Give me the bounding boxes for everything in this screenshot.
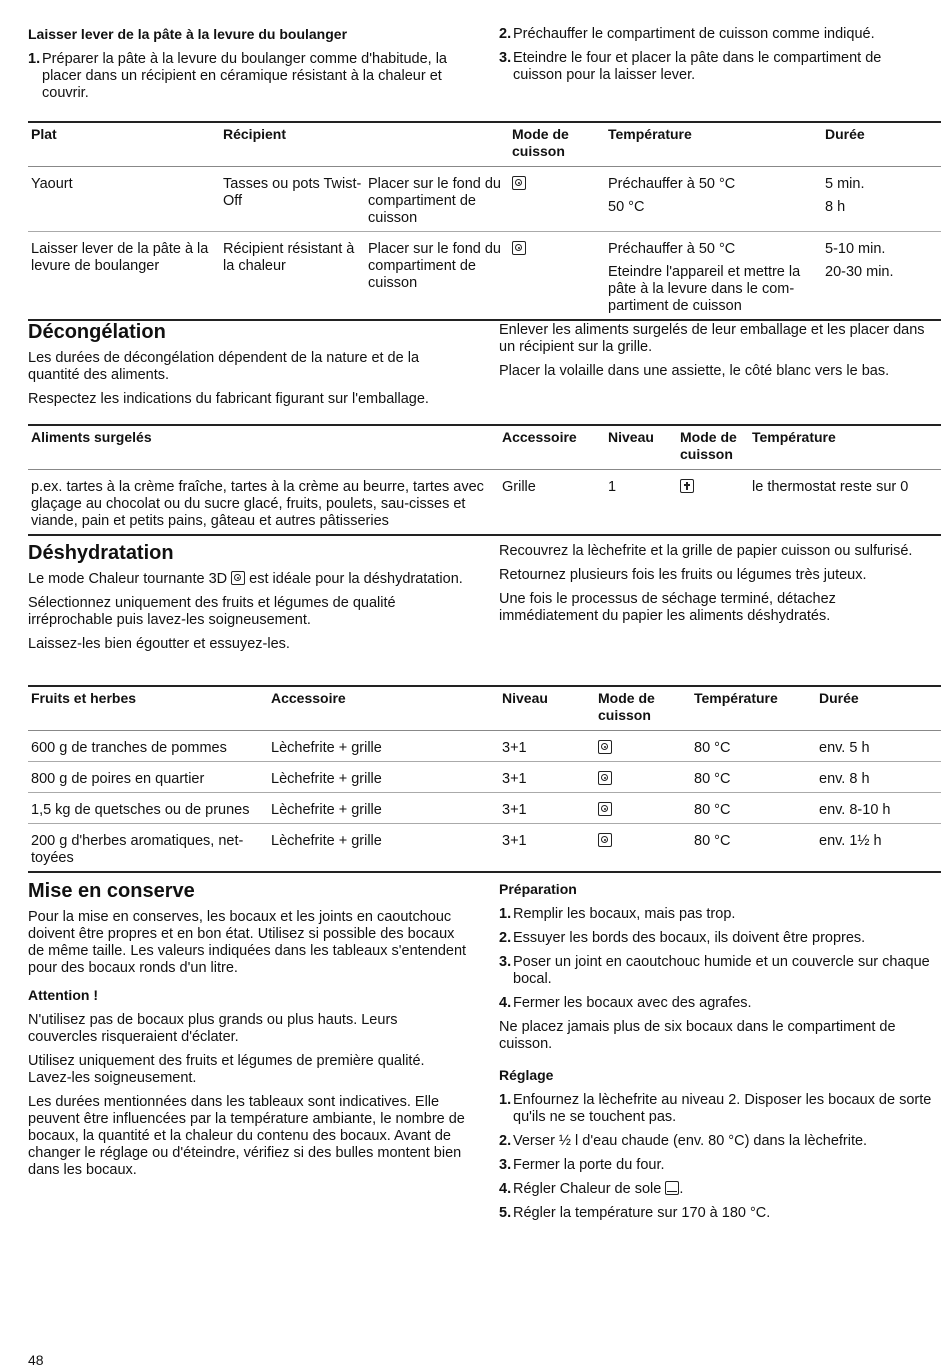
col-header: Niveau xyxy=(499,686,595,731)
col-header: Fruits et herbes xyxy=(28,686,268,731)
intro-right xyxy=(499,26,934,91)
col-header: Durée xyxy=(822,122,941,167)
table-row xyxy=(28,762,941,793)
step: 1. Remplir les bocaux, mais pas trop. xyxy=(499,906,736,922)
hot-air-3d-icon xyxy=(231,571,245,585)
step: 1. Enfournez la lèchefrite au niveau 2. Disposer les bocaux de sorte qu'ils ne se touchent pas. xyxy=(499,1092,932,1125)
cell: 80 °C xyxy=(691,793,816,824)
table-row xyxy=(28,470,941,536)
cell: 600 g de tranches de pommes xyxy=(28,731,268,762)
cell xyxy=(677,470,749,536)
reglage-heading: Réglage xyxy=(499,1067,554,1083)
paragraph: Les durées de décongélation dépendent de la nature et de la quantité des aliments. xyxy=(28,350,420,383)
paragraph: Recouvrez la lèchefrite et la grille de papier cuisson ou sulfurisé. xyxy=(499,543,913,559)
hot-air-3d-icon xyxy=(512,176,526,190)
step: 4. Fermer les bocaux avec des agrafes. xyxy=(499,995,752,1011)
cell: Lèchefrite + grille xyxy=(268,762,499,793)
col-header: Température xyxy=(691,686,816,731)
cell: Tasses ou pots Twist-Off xyxy=(220,167,365,232)
cell: env. 8 h xyxy=(816,762,941,793)
cell: 5-10 min. 20-30 min. xyxy=(822,232,941,321)
col-header: Température xyxy=(749,425,941,470)
preparation-heading: Préparation xyxy=(499,881,577,897)
table-row xyxy=(28,824,941,873)
col-header: Plat xyxy=(28,122,220,167)
table-row xyxy=(28,167,941,232)
step: 3. Eteindre le four et placer la pâte dans le compartiment de cuisson pour la laisser lever. xyxy=(499,50,882,83)
intro-heading: Laisser lever de la pâte à la levure du boulanger xyxy=(28,26,348,42)
hot-air-3d-icon xyxy=(598,802,612,816)
cell xyxy=(595,793,691,824)
cell: Placer sur le fond du compartiment de cuisson xyxy=(365,232,509,321)
paragraph: Retournez plusieurs fois les fruits ou légumes très juteux. xyxy=(499,567,867,583)
cell xyxy=(509,167,605,232)
paragraph: Une fois le processus de séchage terminé, détachez immédiatement du papier les aliments déshydratés. xyxy=(499,591,836,624)
paragraph: Pour la mise en conserves, les bocaux et les joints en caoutchouc doivent être propres et en bon état. Utilisez si possible des bocaux de même taille. Les valeurs indiquées dans les tableaux s'entendent pour des bocaux ronds d'un litre. xyxy=(28,909,467,976)
paragraph: Placer la volaille dans une assiette, le côté blanc vers le bas. xyxy=(499,363,890,379)
step: 5. Régler la température sur 170 à 180 °C. xyxy=(499,1205,771,1221)
step: 1. Préparer la pâte à la levure du boulanger comme d'habitude, la placer dans un récipient en céramique résistant à la chaleur et couvrir. xyxy=(28,51,447,101)
paragraph: Ne placez jamais plus de six bocaux dans le compartiment de cuisson. xyxy=(499,1019,896,1052)
paragraph: Sélectionnez uniquement des fruits et légumes de qualité irréprochable puis lavez-les soigneusement. xyxy=(28,595,396,628)
section-title: Mise en conserve xyxy=(28,880,195,902)
paragraph: Respectez les indications du fabricant figurant sur l'emballage. xyxy=(28,391,429,407)
cell xyxy=(595,731,691,762)
cell: Préchauffer à 50 °C Eteindre l'appareil et mettre la pâte à la levure dans le com-partiment de cuisson xyxy=(605,232,822,321)
paragraph: Les durées mentionnées dans les tableaux sont indicatives. Elle peuvent être influencées par la température ambiante, le nombre de bocaux, la quantité et la chaleur du contenu des bocaux. Avant de changer le réglage ou d'éteindre, vérifiez si des bulles montent bien dans les bocaux. xyxy=(28,1094,465,1178)
hot-air-3d-icon xyxy=(598,771,612,785)
table-row xyxy=(28,232,941,321)
hot-air-3d-icon xyxy=(598,833,612,847)
cell xyxy=(595,824,691,873)
cell: le thermostat reste sur 0 xyxy=(749,470,941,536)
cell: Préchauffer à 50 °C 50 °C xyxy=(605,167,822,232)
conserve-right xyxy=(499,881,934,1229)
section-title: Décongélation xyxy=(28,321,166,343)
cell: Grille xyxy=(499,470,605,536)
page-number: 48 xyxy=(28,1352,44,1368)
col-header: Récipient xyxy=(220,122,509,167)
cell: Yaourt xyxy=(28,167,220,232)
step: 4. Régler Chaleur de sole . xyxy=(499,1181,684,1197)
col-header: Accessoire xyxy=(499,425,605,470)
paragraph: Enlever les aliments surgelés de leur emballage et les placer dans un récipient sur la grille. xyxy=(499,322,925,355)
decongelation-left xyxy=(28,320,468,415)
step: 2. Verser ½ l d'eau chaude (env. 80 °C) dans la lèchefrite. xyxy=(499,1133,868,1149)
step: 2. Préchauffer le compartiment de cuisson comme indiqué. xyxy=(499,26,875,42)
section-title: Déshydratation xyxy=(28,542,174,564)
col-header: Aliments surgelés xyxy=(28,425,499,470)
cell: 80 °C xyxy=(691,762,816,793)
cell: Récipient résistant à la chaleur xyxy=(220,232,365,321)
preparation-steps xyxy=(499,906,934,1012)
cell: 3+1 xyxy=(499,793,595,824)
cell: p.ex. tartes à la crème fraîche, tartes à la crème au beurre, tartes avec glaçage au chocolat ou du sucre glacé, fruits, poulets, sau-cisses et viande, pain et petits pains, gâteau et autres pâtisseries xyxy=(28,470,499,536)
defrost-icon xyxy=(680,479,694,493)
yaourt-table xyxy=(28,121,941,321)
paragraph: Laissez-les bien égoutter et essuyez-les. xyxy=(28,636,290,652)
cell: 1,5 kg de quetsches ou de prunes xyxy=(28,793,268,824)
col-header: Température xyxy=(605,122,822,167)
cell: 3+1 xyxy=(499,824,595,873)
step: 3. Fermer la porte du four. xyxy=(499,1157,665,1173)
col-header: Mode de cuisson xyxy=(509,122,605,167)
cell: 800 g de poires en quartier xyxy=(28,762,268,793)
cell: 5 min. 8 h xyxy=(822,167,941,232)
table-row xyxy=(28,731,941,762)
deshydratation-right xyxy=(499,543,934,632)
cell: 80 °C xyxy=(691,824,816,873)
bottom-heat-icon xyxy=(665,1181,679,1195)
cell: env. 1½ h xyxy=(816,824,941,873)
cell: 3+1 xyxy=(499,762,595,793)
col-header: Niveau xyxy=(605,425,677,470)
cell: env. 8-10 h xyxy=(816,793,941,824)
intro-steps-left xyxy=(28,51,468,102)
col-header: Mode de cuisson xyxy=(595,686,691,731)
cell xyxy=(509,232,605,321)
deshydratation-left xyxy=(28,541,468,660)
conserve-left xyxy=(28,879,468,1186)
hot-air-3d-icon xyxy=(512,241,526,255)
fruits-table xyxy=(28,685,941,873)
step: 2. Essuyer les bords des bocaux, ils doivent être propres. xyxy=(499,930,866,946)
intro-left xyxy=(28,26,468,109)
cell: 80 °C xyxy=(691,731,816,762)
paragraph: Utilisez uniquement des fruits et légumes de première qualité. Lavez-les soigneusement. xyxy=(28,1053,425,1086)
cell: Lèchefrite + grille xyxy=(268,793,499,824)
cell: 1 xyxy=(605,470,677,536)
cell: Lèchefrite + grille xyxy=(268,731,499,762)
hot-air-3d-icon xyxy=(598,740,612,754)
cell xyxy=(595,762,691,793)
cell: Lèchefrite + grille xyxy=(268,824,499,873)
attention-heading: Attention ! xyxy=(28,987,98,1003)
intro-steps-right xyxy=(499,26,934,84)
col-header: Accessoire xyxy=(268,686,499,731)
paragraph: Le mode Chaleur tournante 3D est idéale pour la déshydratation. xyxy=(28,571,463,587)
cell: 200 g d'herbes aromatiques, net-toyées xyxy=(28,824,268,873)
table-row xyxy=(28,793,941,824)
surgeles-table xyxy=(28,424,941,536)
col-header: Mode de cuisson xyxy=(677,425,749,470)
cell: Placer sur le fond du compartiment de cuisson xyxy=(365,167,509,232)
decongelation-right xyxy=(499,322,934,387)
col-header: Durée xyxy=(816,686,941,731)
cell: Laisser lever de la pâte à la levure de boulanger xyxy=(28,232,220,321)
paragraph: N'utilisez pas de bocaux plus grands ou plus hauts. Leurs couvercles risqueraient d'éclater. xyxy=(28,1012,398,1045)
reglage-steps xyxy=(499,1092,934,1222)
cell: 3+1 xyxy=(499,731,595,762)
cell: env. 5 h xyxy=(816,731,941,762)
step: 3. Poser un joint en caoutchouc humide et un couvercle sur chaque bocal. xyxy=(499,954,930,987)
